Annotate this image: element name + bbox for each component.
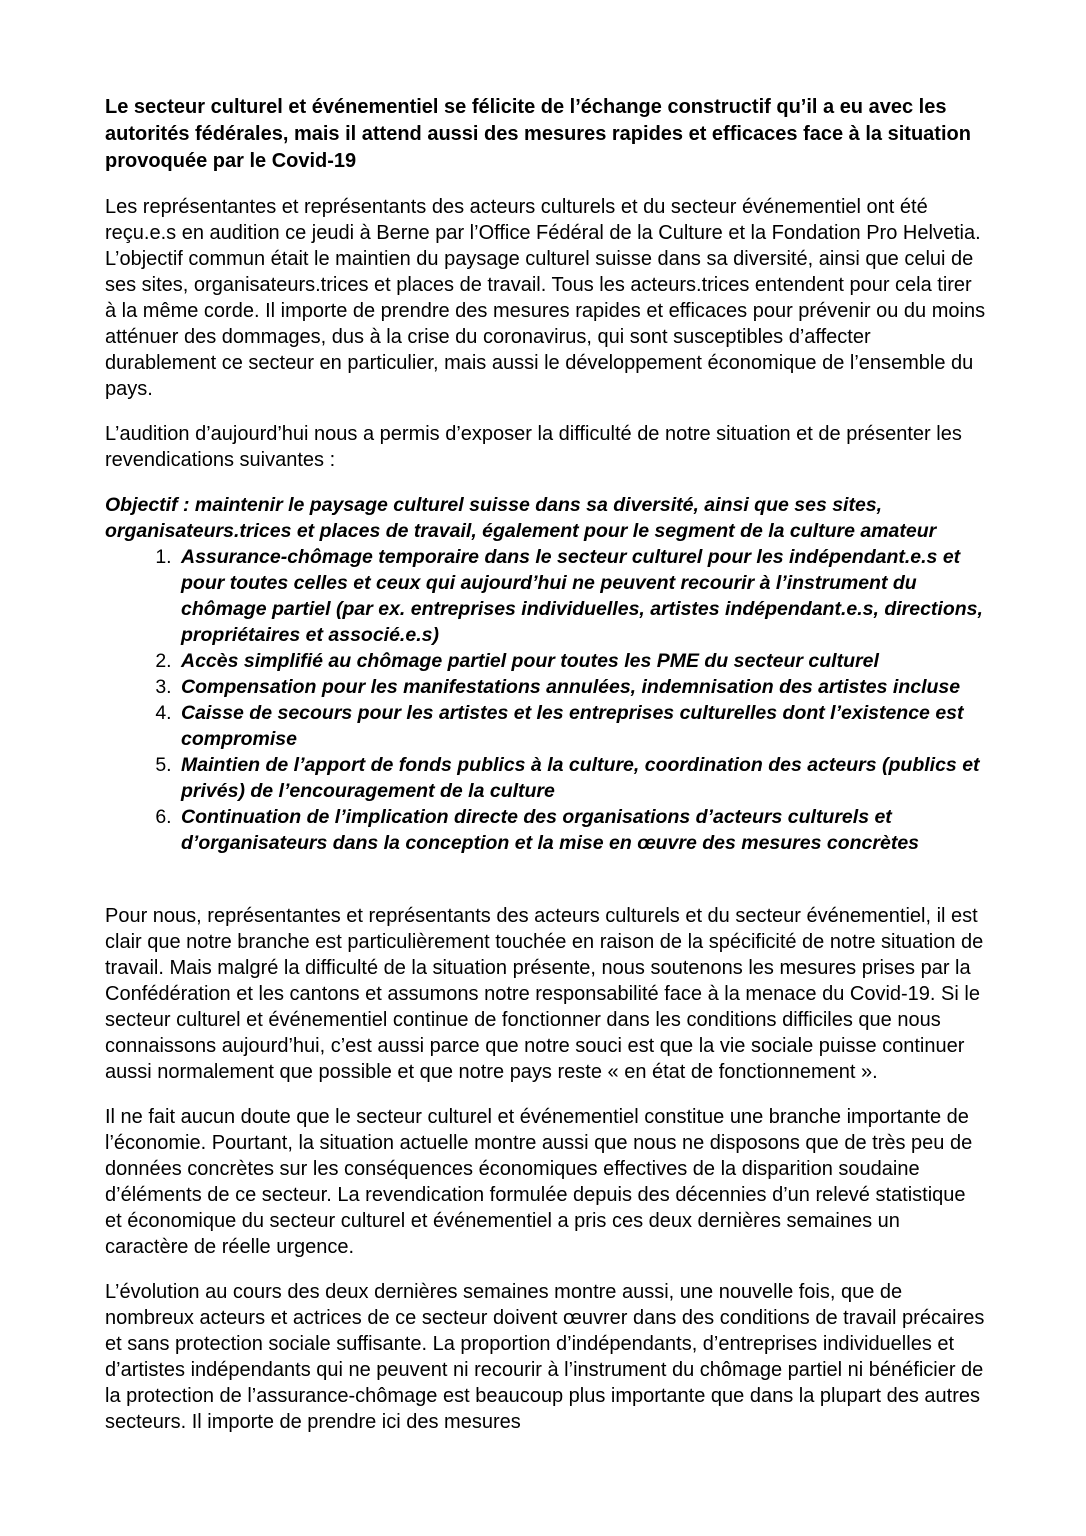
intro-paragraph-2: L’audition d’aujourd’hui nous a permis d’exposer la difficulté de notre situation et de présenter les revendications suivantes : [105, 423, 962, 471]
list-item: 4. Caisse de secours pour les artistes et les entreprises culturelles dont l’existence est compromise [177, 700, 986, 752]
document-title: Le secteur culturel et événementiel se félicite de l’échange constructif qu’il a eu avec les autorités fédérales, mais il attend aussi des mesures rapides et efficaces face à la situation provoquée par le Covid-19 [105, 96, 971, 172]
list-item: 1. Assurance-chômage temporaire dans le secteur culturel pour les indépendant.e.s et pour toutes celles et ceux qui aujourd’hui ne peuvent recourir à l’instrument du chômage partiel (par ex. entreprises individuelles, artistes indépendant.e.s, directions, propriétaires et associé.e.s) [177, 544, 986, 648]
body-paragraph-2: Il ne fait aucun doute que le secteur culturel et événementiel constitue une branche importante de l’économie. Pourtant, la situation actuelle montre aussi que nous ne disposons que de très peu de données concrètes sur les conséquences économiques effectives de la disparition soudaine d’éléments de ce secteur. La revendication formulée depuis des décennies d’un relevé statistique et économique du secteur culturel et événementiel a pris ces deux dernières semaines un caractère de réelle urgence. [105, 1106, 973, 1258]
objective-section [105, 492, 986, 856]
body-paragraph-3: L’évolution au cours des deux dernières semaines montre aussi, une nouvelle fois, que de nombreux acteurs et actrices de ce secteur doivent œuvrer dans des conditions de travail précaires et sans protection sociale suffisante. La proportion d’indépendants, d’entreprises individuelles et d’artistes indépendants qui ne peuvent ni recourir à l’instrument du chômage partiel ni bénéficier de la protection de l’assurance-chômage est beaucoup plus importante que dans la plupart des autres secteurs. Il importe de prendre ici des mesures [105, 1281, 985, 1433]
list-item: 5. Maintien de l’apport de fonds publics à la culture, coordination des acteurs (publics et privés) de l’encouragement de la culture [177, 752, 986, 804]
body-paragraph-1: Pour nous, représentantes et représentants des acteurs culturels et du secteur événementiel, il est clair que notre branche est particulièrement touchée en raison de la spécificité de notre situation de travail. Mais malgré la difficulté de la situation présente, nous soutenons les mesures prises par la Confédération et les cantons et assumons notre responsabilité face à la menace du Covid-19. Si le secteur culturel et événementiel continue de fonctionner dans les conditions difficiles que nous connaissons aujourd’hui, c’est aussi parce que notre souci est que la vie sociale puisse continuer aussi normalement que possible et que notre pays reste « en état de fonctionnement ». [105, 905, 984, 1083]
list-item: 2. Accès simplifié au chômage partiel pour toutes les PME du secteur culturel [177, 648, 986, 674]
intro-paragraph-1: Les représentantes et représentants des acteurs culturels et du secteur événementiel ont été reçu.e.s en audition ce jeudi à Berne par l’Office Fédéral de la Culture et la Fondation Pro Helvetia. L’objectif commun était le maintien du paysage culturel suisse dans sa diversité, ainsi que celui de ses sites, organisateurs.trices et places de travail. Tous les acteurs.trices entendent pour cela tirer à la même corde. Il importe de prendre des mesures rapides et efficaces pour prévenir ou du moins atténuer des dommages, dus à la crise du coronavirus, qui sont susceptibles d’affecter durablement ce secteur en particulier, mais aussi le développement économique de l’ensemble du pays. [105, 196, 986, 400]
objective-heading: Objectif : maintenir le paysage culturel suisse dans sa diversité, ainsi que ses sites, organisateurs.trices et places de travail, également pour le segment de la culture amateur [105, 494, 937, 542]
list-item: 6. Continuation de l’implication directe des organisations d’acteurs culturels et d’organisateurs dans la conception et la mise en œuvre des mesures concrètes [177, 804, 986, 856]
list-item: 3. Compensation pour les manifestations annulées, indemnisation des artistes incluse [177, 674, 986, 700]
demands-list [105, 544, 986, 856]
